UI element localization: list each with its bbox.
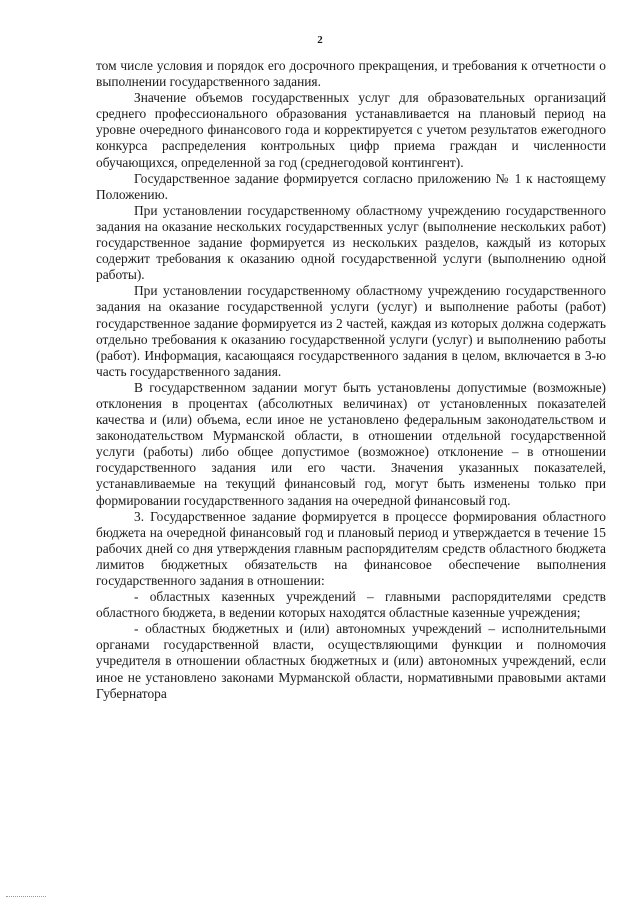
paragraph-services-and-works: При установлении государственному областному учреждению государственного задания на оказание государственной услуги (услуг) и выполнение работы (работ) государственное задание формируется из 2 частей, каждая из которых должна содержать отдельно требования к оказанию государственной услуги (услуг) и выполнению работы (работ). Информация, касающаяся государственного задания в целом, включается в 3-ю часть государственного задания. — [96, 283, 606, 379]
page-number: 2 — [317, 34, 323, 46]
list-item-kazennye: - областных казенных учреждений – главными распорядителями средств областного бюджета, в ведении которых находятся областные казенные учреждения; — [96, 589, 606, 621]
paragraph-section-3: 3. Государственное задание формируется в процессе формирования областного бюджета на очередной финансовый год и плановый период и утверждается в течение 15 рабочих дней со дня утверждения главным распорядителям средств областного бюджета лимитов бюджетных обязательств на финансовое обеспечение выполнения государственного задания в отношении: — [96, 508, 606, 588]
paragraph-appendix-reference: Государственное задание формируется согласно приложению № 1 к настоящему Положению. — [96, 170, 606, 202]
paragraph-service-volumes: Значение объемов государственных услуг для образовательных организаций среднего профессионального образования устанавливается на плановый период на уровне очередного финансового года и корректируется с учетом результатов ежегодного конкурса распределения контрольных цифр приема граждан и численности обучающихся, определенной за год (среднегодовой контингент). — [96, 90, 606, 170]
list-item-budgetnye: - областных бюджетных и (или) автономных учреждений – исполнительными органами государственной власти, осуществляющими функции и полномочия учредителя в отношении областных бюджетных и (или) автономных учреждений, если иное не установлено законами Мурманской области, нормативными правовыми актами Губернатора — [96, 621, 606, 701]
document-body — [96, 58, 606, 702]
paragraph-allowed-deviations: В государственном задании могут быть установлены допустимые (возможные) отклонения в процентах (абсолютных величинах) от установленных показателей качества и (или) объема, если иное не установлено федеральным законодательством и законодательством Мурманской области, в отношении отдельной государственной услуги (работы) либо общее допустимое (возможное) отклонение – в отношении государственного задания или его части. Значения указанных показателей, устанавливаемые на текущий финансовый год, могут быть изменены только при формировании государственного задания на очередной финансовый год. — [96, 379, 606, 508]
scan-artifact — [6, 896, 46, 899]
paragraph-continuation: том числе условия и порядок его досрочного прекращения, и требования к отчетности о выполнении государственного задания. — [96, 58, 606, 90]
paragraph-multiple-services: При установлении государственному областному учреждению государственного задания на оказание нескольких государственных услуг (выполнение нескольких работ) государственное задание формируется из нескольких разделов, каждый из которых содержит требования к оказанию одной государственной услуги (выполнению одной работы). — [96, 202, 606, 283]
